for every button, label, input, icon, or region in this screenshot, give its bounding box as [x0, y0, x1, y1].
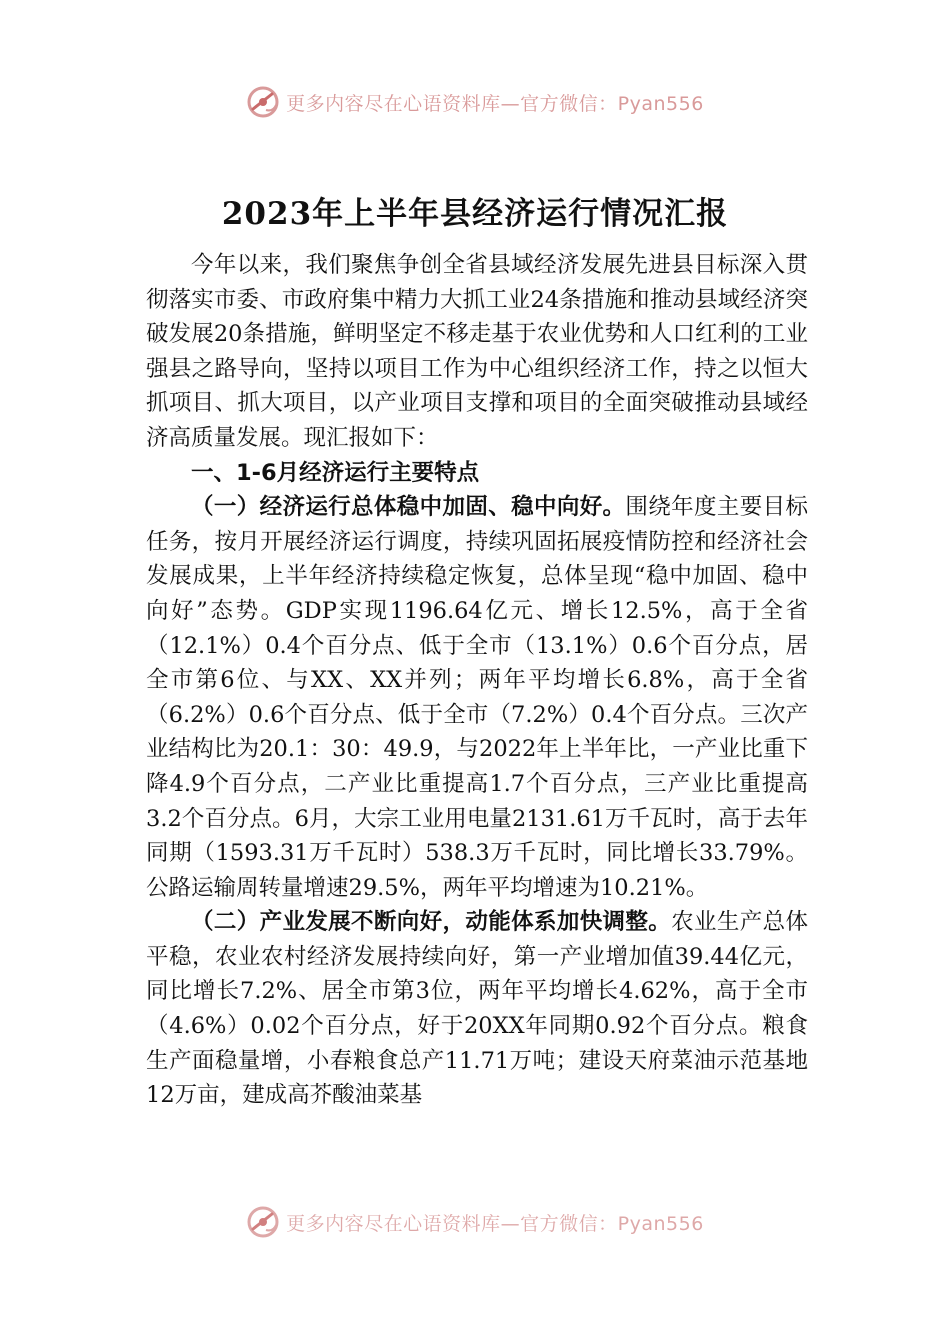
paragraph-body: 围绕年度主要目标任务，按月开展经济运行调度，持续巩固拓展疫情防控和经济社会发展成果，上半年经济持续稳定恢复，总体呈现“稳中加固、稳中向好”态势。GDP实现1196.64亿元、增长12.5%，高于全省（12.1%）0.4个百分点、低于全市（13.1%）0.6个百分点，居全市第6位、与XX、XX并列；两年平均增长6.8%，高于全省（6.2%）0.6个百分点、低于全市（7.2%）0.4个百分点。三次产业结构比为20.1：30：49.9，与2022年上半年比，一产业比重下降4.9个百分点，二产业比重提高1.7个百分点，三产业比重提高3.2个百分点。6月，大宗工业用电量2131.61万千瓦时，高于去年同期（1593.31万千瓦时）538.3万千瓦时，同比增长33.79%。公路运输周转量增速29.5%，两年平均增速为10.21%。 [146, 494, 808, 901]
watermark-header [0, 82, 950, 122]
watermark-logo-icon [246, 85, 280, 119]
paragraph-lead: （一）经济运行总体稳中加固、稳中向好。 [191, 494, 626, 521]
intro-paragraph: 今年以来，我们聚焦争创全省县域经济发展先进县目标深入贯彻落实市委、市政府集中精力大抓工业24条措施和推动县域经济突破发展20条措施，鲜明坚定不移走基于农业优势和人口红利的工业强县之路导向，坚持以项目工作为中心组织经济工作，持之以恒大抓项目、抓大项目，以产业项目支撑和项目的全面突破推动县域经济高质量发展。现汇报如下： [146, 252, 808, 451]
watermark-footer [0, 1202, 950, 1242]
document-title: 2023年上半年县经济运行情况汇报 [221, 196, 729, 232]
paragraph-lead: （二）产业发展不断向好，动能体系加快调整。 [191, 909, 672, 936]
paragraph-industry-development [146, 905, 808, 1113]
watermark-text: 更多内容尽在心语资料库—官方微信：Pyan556 [286, 92, 704, 115]
watermark-text: 更多内容尽在心语资料库—官方微信：Pyan556 [286, 1212, 704, 1235]
watermark-logo-icon [246, 1205, 280, 1239]
document-body [146, 248, 808, 1113]
paragraph-economic-overview [146, 490, 808, 905]
section-heading: 一、1-6月经济运行主要特点 [191, 459, 480, 486]
paragraph-body: 农业生产总体平稳，农业农村经济发展持续向好，第一产业增加值39.44亿元，同比增长7.2%、居全市第3位，两年平均增长4.62%，高于全市（4.6%）0.02个百分点，好于20XX年同期0.92个百分点。粮食生产面稳量增，小春粮食总产11.71万吨；建设天府菜油示范基地12万亩，建成高芥酸油菜基 [146, 909, 808, 1109]
